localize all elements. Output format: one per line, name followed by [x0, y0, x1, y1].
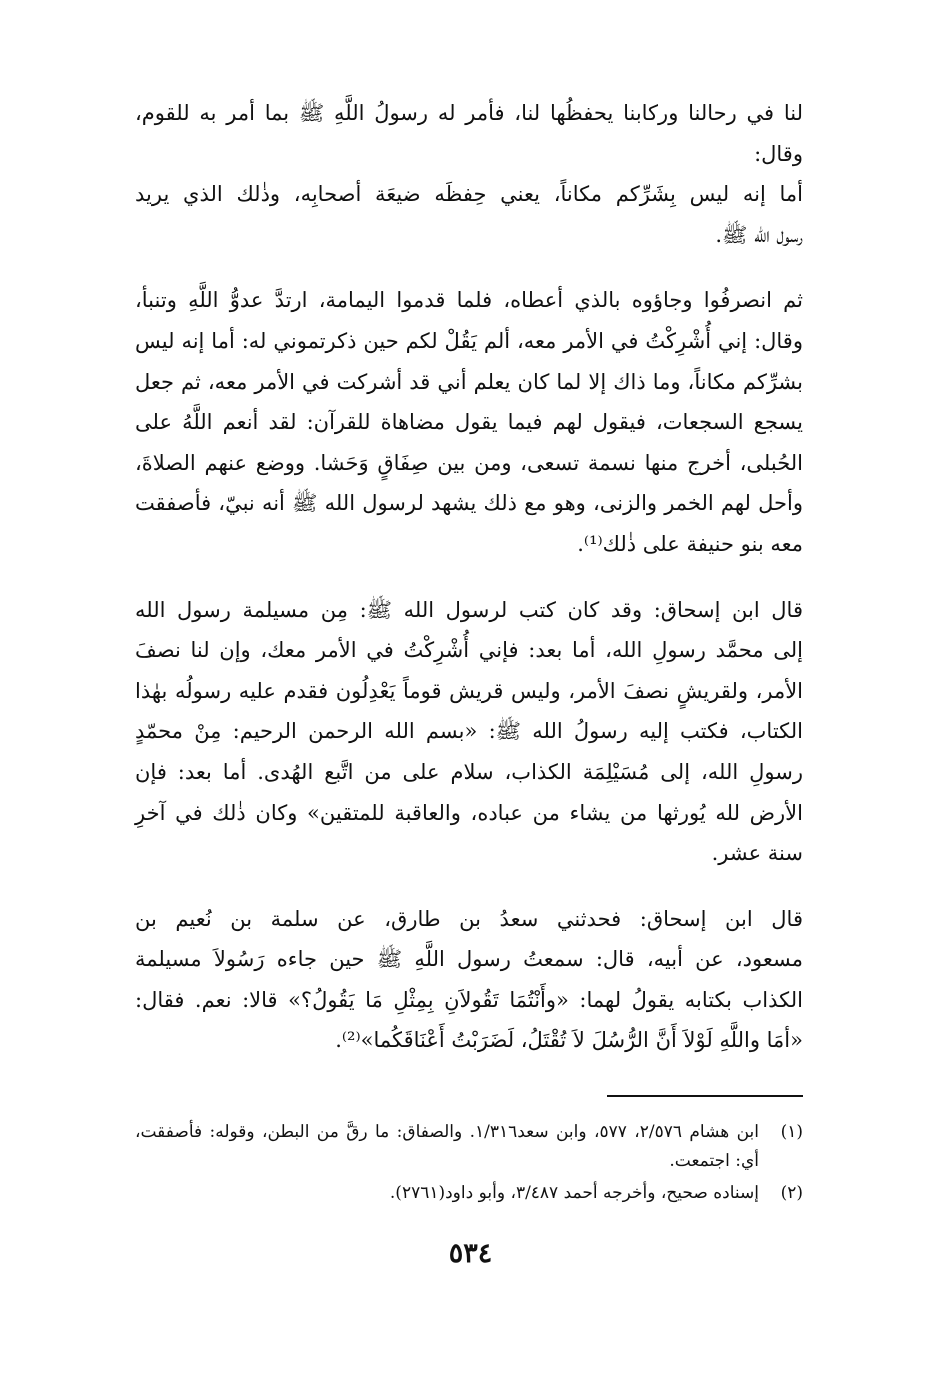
text-line: وقال: إني أُشْرِكْتُ في الأمر معه، ألم يَقُلْ لكم حين ذكرتموني له: أما إنه ليس — [135, 328, 803, 353]
text-line: قال ابن إسحاق: وقد كان كتب لرسول الله ﷺ: مِن مسيلمة رسول الله — [135, 597, 803, 622]
paragraph-2 — [135, 280, 803, 564]
footnote-text: ابن هشام ٢/٥٧٦، ٥٧٧، وابن سعد١/٣١٦. والصفاق: ما رقَّ من البطن، وقوله: فأصفقت، أي: اجتمعت. — [135, 1122, 759, 1171]
text-line: الكذاب بكتابه يقولُ لهما: «وأَنْتُمَا تَقُولاَنِ بِمِثْلِ مَا يَقُولُ؟» قالا: نعم. فقال: — [135, 987, 803, 1012]
text-line: الأمر، ولقريشٍ نصفَ الأمر، وليس قريش قوماً يَعْدِلُون فقدم عليه رسولُه بهٰذا — [135, 678, 803, 703]
text-line: الأرض لله يُورثها من يشاء من عباده، والعاقبة للمتقين» وكان ذٰلك في آخرِ — [135, 800, 803, 825]
footnote-number: (٢) — [780, 1183, 803, 1203]
text-line: «أمَا واللَّهِ لَوْلاَ أَنَّ الرُّسُلَ لاَ تُقْتَلُ، لَضَرَبْتُ أَعْنَاقَكُما»⁽²⁾. — [335, 1028, 803, 1053]
footnote-2 — [135, 1179, 803, 1208]
text-line: الكتاب، فكتب إليه رسولُ الله ﷺ: «بسم الله الرحمن الرحيم: مِنْ محمّدٍ — [135, 719, 803, 744]
text-line: بشرِّكم مكاناً، وما ذاك إلا لما كان يعلم أني قد أشركت في الأمر معه، ثم جعل — [135, 369, 803, 394]
text-line: مسعود، عن أبيه، قال: سمعتُ رسول اللَّهِ ﷺ حين جاءه رَسُولاَ مسيلمة — [135, 947, 803, 972]
text-line: أما إنه ليس بِشَرِّكم مكاناً، يعني حِفظَه ضيعَة أصحابِه، وذٰلك الذي يريد — [135, 182, 803, 207]
footnote-1 — [135, 1118, 803, 1176]
text-line: رسولِ الله، إلى مُسَيْلِمَة الكذاب، سلام على من اتَّبع الهُدى. أما بعد: فإن — [135, 759, 803, 784]
footnote-text: إسناده صحيح، وأخرجه أحمد ٣/٤٨٧، وأبو داود(٢٧٦١). — [389, 1183, 759, 1203]
text-line: يسجع السجعات، فيقول لهم فيما يقول مضاهاة للقرآن: لقد أنعم اللَّهُ على — [135, 410, 803, 435]
text-line: معه بنو حنيفة على ذٰلك⁽¹⁾. — [577, 531, 803, 556]
text-line: ثم انصرفُوا وجاؤوه بالذي أعطاه، فلما قدموا اليمامة، ارتدَّ عدوُّ اللَّهِ وتنبأ، — [135, 288, 803, 313]
footnote-number: (١) — [780, 1122, 803, 1142]
text-line: وأحل لهم الخمر والزنى، وهو مع ذلك يشهد لرسول الله ﷺ أنه نبيّ، فأصفقت — [135, 491, 803, 516]
text-line: لنا في رحالنا وركابنا يحفظُها لنا، فأمر له رسولُ اللَّهِ ﷺ بما أمر به للقوم، وقال: — [135, 101, 803, 166]
text-line: الحُبلى، أخرج منها نسمة تسعى، ومن بين صِفَاقٍ وَحَشا. ووضع عنهم الصلاةَ، — [135, 450, 803, 475]
paragraph-4 — [135, 899, 803, 1061]
text-line: إلى محمَّد رسولِ الله، أما بعد: فإني أُشْرِكْتُ في الأمر معك، وإن لنا نصفَ — [135, 638, 803, 663]
text-line: رسول الله ﷺ. — [715, 222, 803, 247]
text-line: سنة عشر. — [711, 841, 803, 866]
footnote-divider — [607, 1095, 803, 1097]
paragraph-3 — [135, 590, 803, 874]
main-text — [135, 93, 803, 1086]
page-number: ٥٣٤ — [448, 1238, 493, 1269]
footnotes — [135, 1118, 803, 1211]
text-line: قال ابن إسحاق: فحدثني سعدُ بن طارق، عن سلمة بن نُعيم بن — [135, 906, 803, 931]
paragraph-1 — [135, 93, 803, 255]
